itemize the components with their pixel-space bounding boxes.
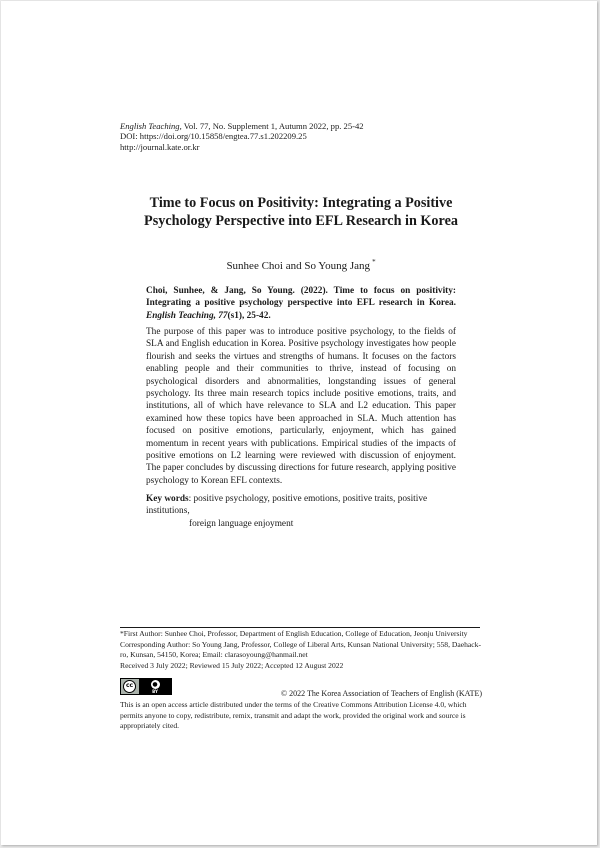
paper-title xyxy=(121,195,481,230)
cc-icon: cc xyxy=(123,680,136,693)
journal-issue: , Vol. 77, No. Supplement 1, Autumn 2022, pp. 25-42 xyxy=(179,121,364,131)
paper-title-line-1: Time to Focus on Positivity: Integrating a Positive xyxy=(149,195,453,211)
abstract: The purpose of this paper was to introduce positive psychology, to the fields of SLA and English education in Korea. Positive psychology investigates how people flourish and seeks the virtues and strengths of humans. It focuses on the factors enabling people and their communities to thrive, instead of focusing on psychological disorders and abnormalities, longstanding issues of general psychology. Its three main research topics include positive emotions, traits, and institutions, all of which have relevance to SLA and L2 education. This paper examined how these topics have been approached in SLA. Much attention has focused on positive emotions, particularly, enjoyment, which has gained momentum in recent years with publications. Empirical studies of the impacts of positive emotions on L2 learning were reviewed with discussion of enjoyment. The paper concludes by discussing directions for future research, applying positive psychology to Korean EFL contexts. xyxy=(146,327,456,486)
citation-pages: (s1), 25-42. xyxy=(227,310,271,321)
license-text: This is an open access article distributed under the terms of the Creative Commons Attribution License 4.0, which permits anyone to copy, redistribute, remix, transmit and adapt the work, provided the original work and source is appropriately cited. xyxy=(120,700,467,730)
journal-issue-line xyxy=(120,121,364,131)
received-dates: Received 3 July 2022; Reviewed 15 July 2022; Accepted 12 August 2022 xyxy=(120,661,344,671)
citation-text: Choi, Sunhee, & Jang, So Young. (2022). Time to focus on positivity: Integrating a positive psychology perspective into EFL research in Korea. xyxy=(146,286,456,309)
journal-doi[interactable]: DOI: https://doi.org/10.15858/engtea.77.s1.202209.25 xyxy=(120,131,307,142)
author-line xyxy=(121,258,481,272)
footnotes xyxy=(120,629,482,672)
keywords-line-1 xyxy=(146,493,458,518)
footnote-divider xyxy=(120,627,480,628)
keywords xyxy=(146,493,458,530)
paper-title-line-2: Psychology Perspective into EFL Research in Korea xyxy=(144,212,458,229)
copyright-notice: © 2022 The Korea Association of Teachers of English (KATE) xyxy=(281,689,482,698)
keywords-line-2: foreign language enjoyment xyxy=(189,518,294,529)
citation xyxy=(146,285,456,322)
first-author-note: *First Author: Sunhee Choi, Professor, Department of English Education, College of Education, Jeonju University xyxy=(120,629,468,638)
attribution-person-icon: ● xyxy=(152,680,158,688)
corresponding-author-note: Corresponding Author: So Young Jang, Professor, College of Liberal Arts, Kunsan National University; 558, Daehack-ro, Kunsan, 54150, Korea; Email: clarasoyoung@hanmail.net xyxy=(120,639,481,660)
keywords-list: : positive psychology, positive emotions, positive traits, positive institutions, xyxy=(146,494,428,517)
author-names: Sunhee Choi and So Young Jang xyxy=(226,260,371,272)
paper-page xyxy=(1,1,597,845)
journal-meta xyxy=(120,121,364,152)
by-label: BY xyxy=(152,688,158,694)
keywords-label: Key words xyxy=(146,494,189,504)
citation-journal: English Teaching, 77 xyxy=(146,310,228,321)
author-footnote-mark: * xyxy=(372,258,376,266)
journal-name: English Teaching xyxy=(120,121,180,131)
journal-url[interactable]: http://journal.kate.or.kr xyxy=(120,141,200,152)
